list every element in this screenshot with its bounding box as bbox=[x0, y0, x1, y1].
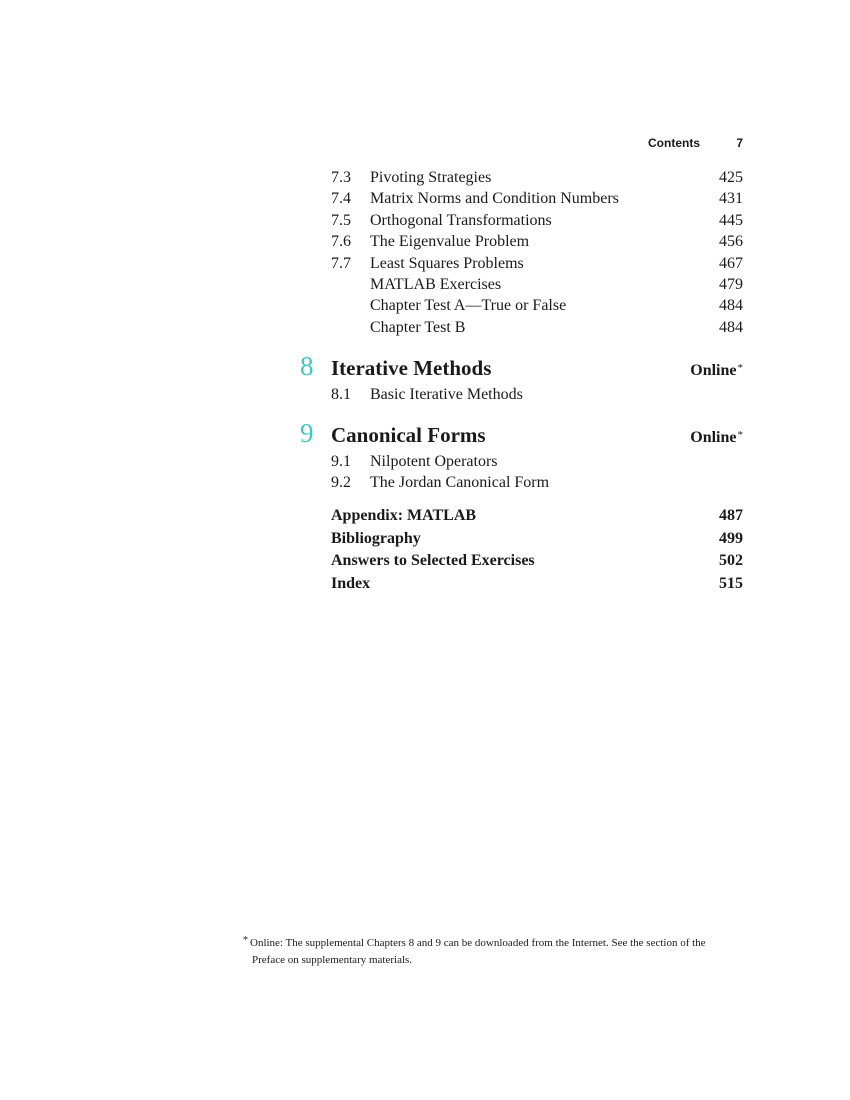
section-number: 7.5 bbox=[331, 211, 351, 229]
section-title: Pivoting Strategies bbox=[370, 169, 492, 186]
section-number: 9.2 bbox=[331, 473, 351, 491]
section-page: 431 bbox=[719, 190, 743, 208]
section-title: The Jordan Canonical Form bbox=[370, 473, 550, 491]
footnote-text-2: Preface on supplementary materials. bbox=[252, 954, 413, 966]
section-title: MATLAB Exercises bbox=[370, 275, 502, 293]
chapter-title: Iterative Methods bbox=[331, 356, 492, 381]
section-title: Nilpotent Operators bbox=[370, 452, 498, 470]
section-page: 479 bbox=[719, 275, 743, 293]
toc-entry-7-7 bbox=[331, 253, 743, 274]
section-page: 445 bbox=[719, 211, 743, 229]
running-head-page-number: 7 bbox=[736, 136, 743, 150]
footnote-line-1 bbox=[243, 932, 743, 952]
section-number: 7.6 bbox=[331, 233, 351, 251]
toc-entry-7-3 bbox=[331, 167, 743, 188]
running-head bbox=[620, 136, 743, 152]
chapter-page-label: Online bbox=[690, 362, 737, 380]
footnote-text-1: Online: The supplemental Chapters 8 and 9 can be downloaded from the Internet. See the section of the bbox=[250, 937, 706, 949]
running-head-title: Contents bbox=[648, 136, 700, 150]
toc-entry-7-5 bbox=[331, 210, 743, 231]
back-matter-title: Index bbox=[331, 574, 371, 592]
chapter-number: 8 bbox=[300, 351, 314, 382]
chapter-page bbox=[690, 419, 743, 454]
section-title: Orthogonal Transformations bbox=[370, 211, 552, 229]
toc-entry-9-1 bbox=[331, 451, 743, 472]
back-matter-title: Bibliography bbox=[331, 529, 421, 547]
chapter-page-label: Online bbox=[690, 428, 737, 446]
section-page: 467 bbox=[719, 254, 743, 272]
section-title: Chapter Test B bbox=[370, 318, 466, 336]
chapter-title: Canonical Forms bbox=[331, 422, 486, 447]
toc-entry-chapter-test-b bbox=[331, 317, 743, 338]
toc-entry-matlab-exercises bbox=[331, 274, 743, 295]
section-page: 456 bbox=[719, 233, 743, 251]
toc-entry-9-2 bbox=[331, 472, 743, 493]
back-matter-page: 515 bbox=[719, 574, 743, 592]
section-page: 425 bbox=[719, 169, 743, 186]
section-page: 484 bbox=[719, 318, 743, 336]
section-title: Matrix Norms and Condition Numbers bbox=[370, 190, 619, 208]
footnote-marker: * bbox=[737, 428, 743, 441]
toc-entry-7-4 bbox=[331, 188, 743, 209]
table-of-contents bbox=[300, 167, 743, 595]
footnote-marker: * bbox=[737, 362, 743, 375]
footnote bbox=[243, 932, 743, 969]
back-matter-page: 487 bbox=[719, 507, 743, 525]
toc-entry-bibliography bbox=[331, 528, 743, 551]
section-number: 7.3 bbox=[331, 169, 351, 186]
toc-entry-index bbox=[331, 573, 743, 596]
toc-entry-8-1 bbox=[331, 384, 743, 405]
section-number: 7.4 bbox=[331, 190, 351, 208]
section-title: Least Squares Problems bbox=[370, 254, 524, 272]
section-number: 9.1 bbox=[331, 452, 351, 470]
section-page: 484 bbox=[719, 297, 743, 315]
section-title: Chapter Test A—True or False bbox=[370, 297, 567, 315]
section-title: Basic Iterative Methods bbox=[370, 386, 523, 404]
chapter-8-heading bbox=[300, 351, 743, 384]
chapter-9-heading bbox=[300, 417, 743, 451]
section-title: The Eigenvalue Problem bbox=[370, 233, 530, 251]
back-matter-page: 499 bbox=[719, 529, 743, 547]
toc-entry-appendix bbox=[331, 505, 743, 528]
toc-entry-answers bbox=[331, 550, 743, 573]
chapter-number: 9 bbox=[300, 417, 314, 448]
toc-entry-chapter-test-a bbox=[331, 295, 743, 316]
back-matter-title: Appendix: MATLAB bbox=[331, 507, 477, 525]
section-number: 7.7 bbox=[331, 254, 351, 272]
footnote-mark: * bbox=[243, 935, 248, 946]
chapter-page bbox=[690, 352, 743, 387]
toc-entry-7-6 bbox=[331, 231, 743, 252]
back-matter-page: 502 bbox=[719, 552, 743, 570]
section-number: 8.1 bbox=[331, 386, 351, 404]
back-matter-title: Answers to Selected Exercises bbox=[331, 552, 535, 570]
